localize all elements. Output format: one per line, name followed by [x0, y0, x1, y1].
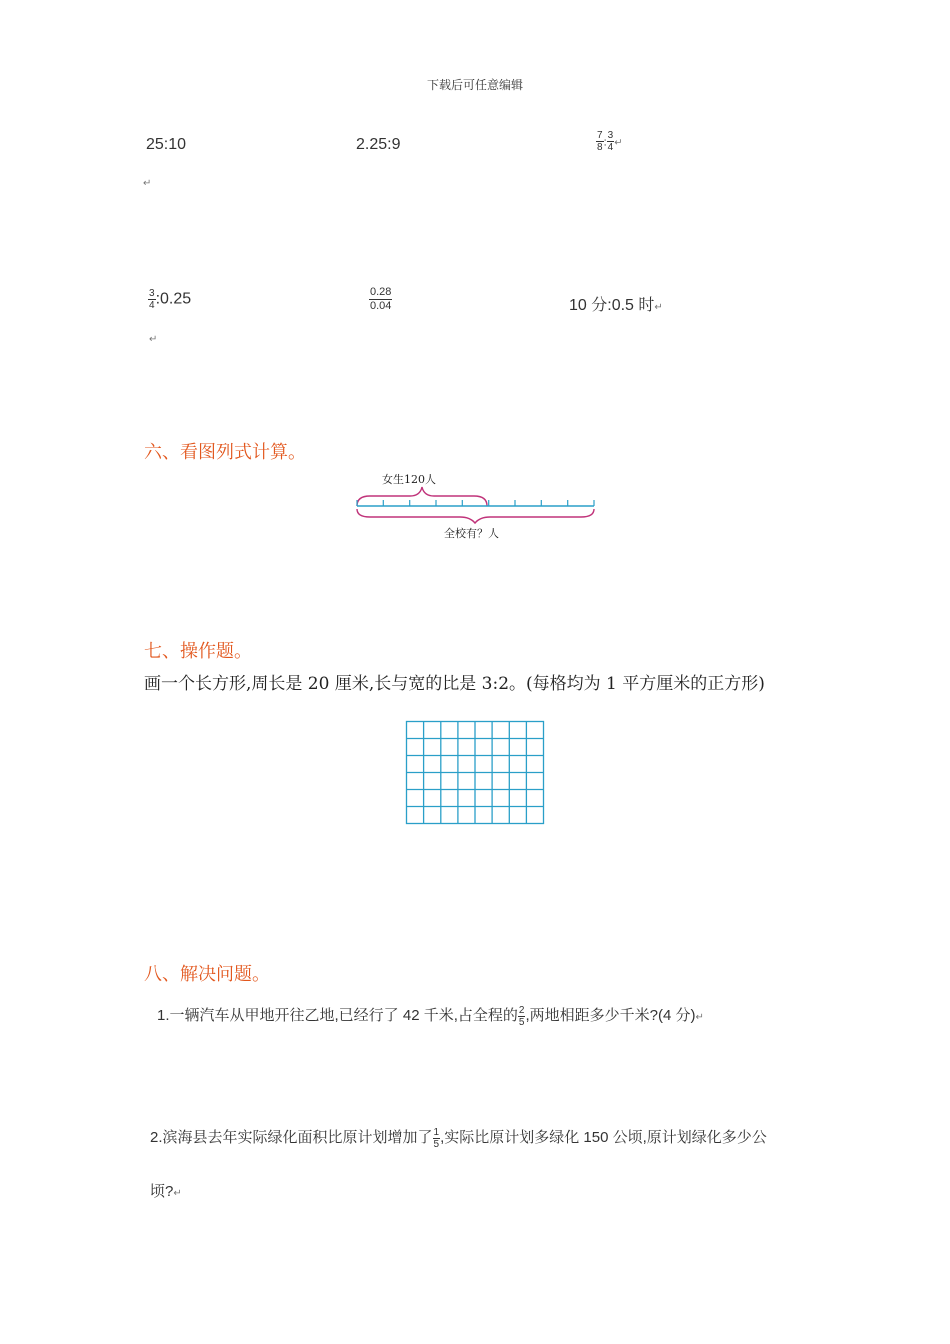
problem-2 — [150, 1126, 767, 1150]
fraction-numerator: 3 — [149, 288, 155, 299]
return-mark: ↵ — [695, 1012, 704, 1023]
ratio-3-4-to-0.25 — [148, 288, 191, 311]
ratio-rest: :0.25 — [155, 290, 192, 308]
fraction-denominator: 5 — [433, 1138, 440, 1150]
section-8-title: 八、解决问题。 — [144, 964, 270, 985]
girls-label: 女生120人 — [382, 473, 436, 486]
return-mark: ↵ — [614, 137, 623, 149]
fraction-numerator: 0.28 — [370, 286, 392, 298]
ratio-text: 10 分:0.5 时 — [569, 297, 655, 314]
return-mark: ↵ — [149, 334, 158, 345]
fraction-numerator: 7 — [597, 130, 603, 141]
page-header: 下载后可任意编辑 — [426, 78, 523, 92]
return-mark: ↵ — [173, 1188, 182, 1199]
ratio-2.25-9: 2.25:9 — [356, 136, 401, 153]
total-label: 全校有？人 — [444, 527, 499, 540]
problem-2-text-c: 顷? — [150, 1183, 174, 1200]
section-6-title: 六、看图列式计算。 — [144, 442, 306, 463]
fraction-denominator: 8 — [597, 142, 603, 153]
problem-1-text-a: 1.一辆汽车从甲地开往乙地,已经行了 42 千米,占全程的 — [157, 1007, 518, 1024]
segment-ticks — [357, 500, 594, 506]
ratio-fraction-7-8-3-4 — [596, 130, 623, 153]
return-mark: ↵ — [654, 302, 663, 313]
problem-1 — [157, 1004, 704, 1028]
return-mark: ↵ — [143, 178, 152, 189]
fraction-numerator: 3 — [607, 130, 614, 141]
problem-2-text-b: ,实际比原计划多绿化 150 公顷,原计划绿化多少公 — [440, 1129, 767, 1146]
square-grid — [405, 720, 546, 826]
section-7-title: 七、操作题。 — [144, 641, 252, 662]
fraction-denominator: 4 — [607, 142, 614, 153]
problem-2-text-a: 2.滨海县去年实际绿化面积比原计划增加了 — [150, 1129, 433, 1146]
ratio-10min-0.5h — [569, 292, 663, 315]
ratio-25-10: 25:10 — [146, 136, 187, 153]
problem-2-line-2 — [150, 1180, 182, 1201]
fraction-denominator: 0.04 — [370, 300, 392, 312]
bottom-brace — [357, 509, 594, 523]
fraction-numerator: 2 — [518, 1004, 525, 1016]
fraction-0.28-0.04 — [369, 286, 392, 313]
fraction-denominator: 5 — [518, 1016, 525, 1028]
ratio-colon: : — [603, 136, 607, 149]
section-7-text: 画一个长方形,周长是 20 厘米,长与宽的比是 3:2。(每格均为 1 平方厘米的正方形) — [144, 674, 765, 694]
line-segment-diagram — [350, 466, 600, 546]
fraction-denominator: 4 — [149, 300, 155, 311]
fraction-numerator: 1 — [433, 1126, 440, 1138]
top-brace — [357, 487, 487, 506]
problem-1-text-b: ,两地相距多少千米?(4 分) — [525, 1007, 696, 1024]
